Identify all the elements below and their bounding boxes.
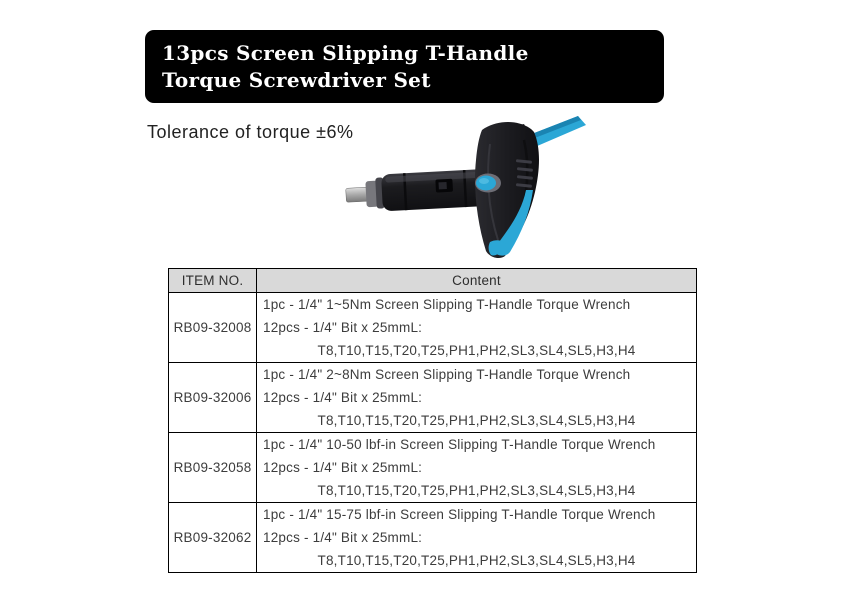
table-row (169, 503, 697, 573)
content-cell (257, 363, 697, 433)
content-cell (257, 293, 697, 363)
content-line-1: 1pc - 1/4" 10-50 lbf-in Screen Slipping T-Handle Torque Wrench (263, 437, 656, 452)
content-line-1: 1pc - 1/4" 1~5Nm Screen Slipping T-Handle Torque Wrench (263, 297, 631, 312)
table-header-row (169, 269, 697, 293)
page-title-line2: Torque Screwdriver Set (162, 67, 431, 92)
item-no-cell: RB09-32058 (169, 433, 257, 503)
table-row (169, 363, 697, 433)
screwdriver-barrel (345, 169, 493, 214)
tolerance-note: Tolerance of torque ±6% (147, 122, 354, 142)
table-row (169, 433, 697, 503)
content-line-3: T8,T10,T15,T20,T25,PH1,PH2,SL3,SL4,SL5,H3,H4 (317, 553, 636, 568)
content-line-1: 1pc - 1/4" 15-75 lbf-in Screen Slipping T-Handle Torque Wrench (263, 507, 656, 522)
table-row (169, 293, 697, 363)
torque-screwdriver-photo (338, 104, 618, 266)
content-line-2: 12pcs - 1/4" Bit x 25mmL: (263, 460, 423, 475)
content-line-3: T8,T10,T15,T20,T25,PH1,PH2,SL3,SL4,SL5,H3,H4 (317, 343, 636, 358)
content-cell (257, 503, 697, 573)
content-line-2: 12pcs - 1/4" Bit x 25mmL: (263, 530, 423, 545)
item-no-cell: RB09-32006 (169, 363, 257, 433)
content-line-3: T8,T10,T15,T20,T25,PH1,PH2,SL3,SL4,SL5,H3,H4 (317, 483, 636, 498)
content-line-1: 1pc - 1/4" 2~8Nm Screen Slipping T-Handle Torque Wrench (263, 367, 631, 382)
item-no-cell: RB09-32062 (169, 503, 257, 573)
spec-table (168, 268, 697, 573)
content-cell (257, 433, 697, 503)
item-no-cell: RB09-32008 (169, 293, 257, 363)
content-line-3: T8,T10,T15,T20,T25,PH1,PH2,SL3,SL4,SL5,H3,H4 (317, 413, 636, 428)
page-title-line1: 13pcs Screen Slipping T-Handle (162, 40, 529, 65)
column-header-content: Content (257, 269, 697, 293)
title-banner (145, 30, 664, 103)
content-line-2: 12pcs - 1/4" Bit x 25mmL: (263, 390, 423, 405)
column-header-item-no: ITEM NO. (169, 269, 257, 293)
content-line-2: 12pcs - 1/4" Bit x 25mmL: (263, 320, 423, 335)
